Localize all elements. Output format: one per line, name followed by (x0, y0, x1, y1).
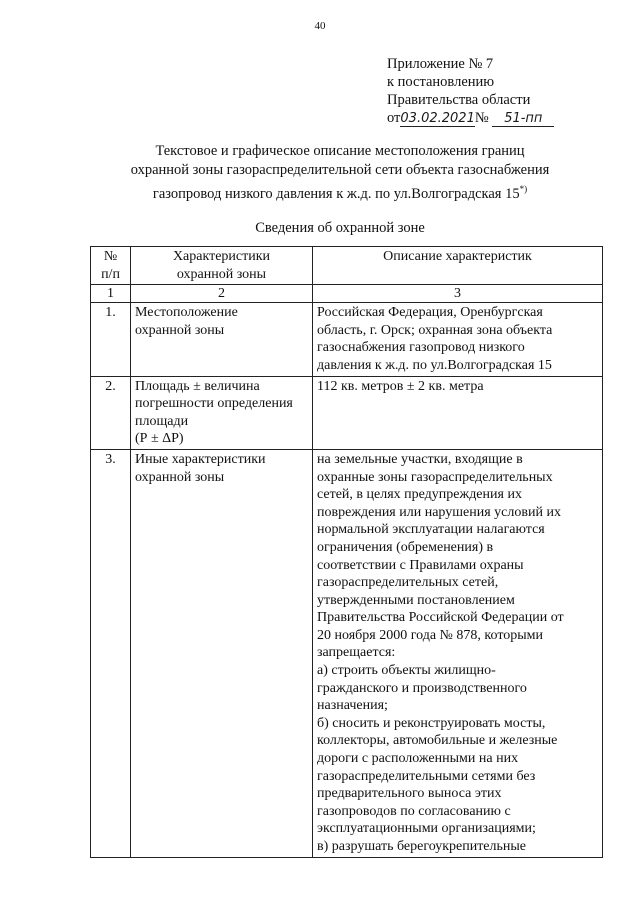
description-line: газораспределительных сетей, (317, 575, 499, 591)
description-line: 112 кв. метров ± 2 кв. метра (317, 378, 484, 394)
handwritten-number: 51-пп (492, 111, 554, 127)
table-row (91, 449, 603, 857)
description-line: повреждения или нарушения условий их (317, 504, 561, 520)
row-description (313, 376, 603, 449)
row-description (313, 303, 603, 376)
description-line: область, г. Орск; охранная зона объекта (317, 322, 553, 338)
number-prefix: № (474, 110, 489, 126)
characteristic-line: Площадь ± величина (135, 378, 260, 394)
description-line: нормальной эксплуатации налагаются (317, 522, 545, 538)
description-line: Правительства Российской Федерации от (317, 610, 564, 626)
appendix-date-line (387, 109, 554, 127)
characteristic-line: охранной зоны (135, 469, 225, 485)
description-line: а) строить объекты жилищно- (317, 663, 496, 679)
title-line-1: Текстовое и графическое описание местоположения границ (155, 143, 525, 159)
characteristic-line: площади (135, 413, 189, 429)
description-line: коллекторы, автомобильные и железные (317, 733, 558, 749)
row-number: 1. (91, 303, 131, 376)
table-row (91, 303, 603, 376)
date-prefix: от (387, 110, 401, 126)
table-row (91, 376, 603, 449)
description-line: дороги с расположенными на них (317, 751, 519, 767)
page-number: 40 (314, 20, 326, 32)
handwritten-date: 03.02.2021 (400, 111, 475, 126)
characteristic-line: Иные характеристики (135, 451, 266, 467)
title-line-2: охранной зоны газораспределительной сети объекта газоснабжения (130, 162, 550, 178)
index-cell: 1 (91, 285, 131, 303)
index-cell: 2 (131, 285, 313, 303)
document-title (90, 142, 590, 204)
header-description: Описание характеристик (313, 247, 603, 285)
row-characteristic (131, 449, 313, 857)
index-cell: 3 (313, 285, 603, 303)
row-number: 3. (91, 449, 131, 857)
footnote-mark: *) (519, 184, 528, 194)
appendix-line-2: к постановлению (387, 74, 495, 90)
appendix-line-3: Правительства области (387, 92, 531, 108)
characteristic-line: охранной зоны (135, 322, 225, 338)
description-line: назначения; (317, 698, 388, 714)
title-line-3: газопровод низкого давления к ж.д. по ул.Волгоградская 15*) (152, 184, 528, 202)
header-number: № п/п (91, 247, 131, 285)
description-line: утвержденными постановлением (317, 592, 515, 608)
appendix-line-1: Приложение № 7 (387, 56, 494, 72)
description-line: газопроводов по согласованию с (317, 803, 511, 819)
table-header-row (91, 247, 603, 285)
description-line: запрещается: (317, 645, 396, 661)
description-line: охранные зоны газораспределительных (317, 469, 553, 485)
description-line: ограничения (обременения) в (317, 539, 494, 555)
description-line: газораспределительными сетями без (317, 768, 536, 784)
header-characteristics: Характеристики охранной зоны (131, 247, 313, 285)
description-line: Российская Федерация, Оренбургская (317, 305, 543, 321)
characteristic-line: (Р ± ΔР) (135, 431, 184, 447)
description-line: б) сносить и реконструировать мосты, (317, 715, 546, 731)
description-line: в) разрушать берегоукрепительные (317, 839, 527, 854)
description-line: 20 ноября 2000 года № 878, которыми (317, 627, 544, 643)
description-line: сетей, в целях предупреждения их (317, 487, 522, 503)
row-number: 2. (91, 376, 131, 449)
zone-table (90, 246, 603, 858)
description-line: соответствии с Правилами охраны (317, 557, 524, 573)
characteristic-line: Местоположение (135, 305, 238, 321)
characteristic-line: погрешности определения (135, 396, 293, 412)
row-characteristic (131, 303, 313, 376)
description-line: газоснабжения газопровод низкого (317, 340, 525, 356)
row-description (313, 449, 603, 857)
table-body (91, 303, 603, 857)
table-index-row (91, 285, 603, 303)
description-line: на земельные участки, входящие в (317, 451, 523, 467)
section-subtitle: Сведения об охранной зоне (255, 220, 425, 236)
row-characteristic (131, 376, 313, 449)
description-line: гражданского и производственного (317, 680, 527, 696)
appendix-header (387, 55, 554, 127)
description-line: эксплуатационными организациями; (317, 821, 536, 837)
description-line: предварительного выноса этих (317, 786, 502, 802)
description-line: давления к ж.д. по ул.Волгоградская 15 (317, 357, 552, 373)
